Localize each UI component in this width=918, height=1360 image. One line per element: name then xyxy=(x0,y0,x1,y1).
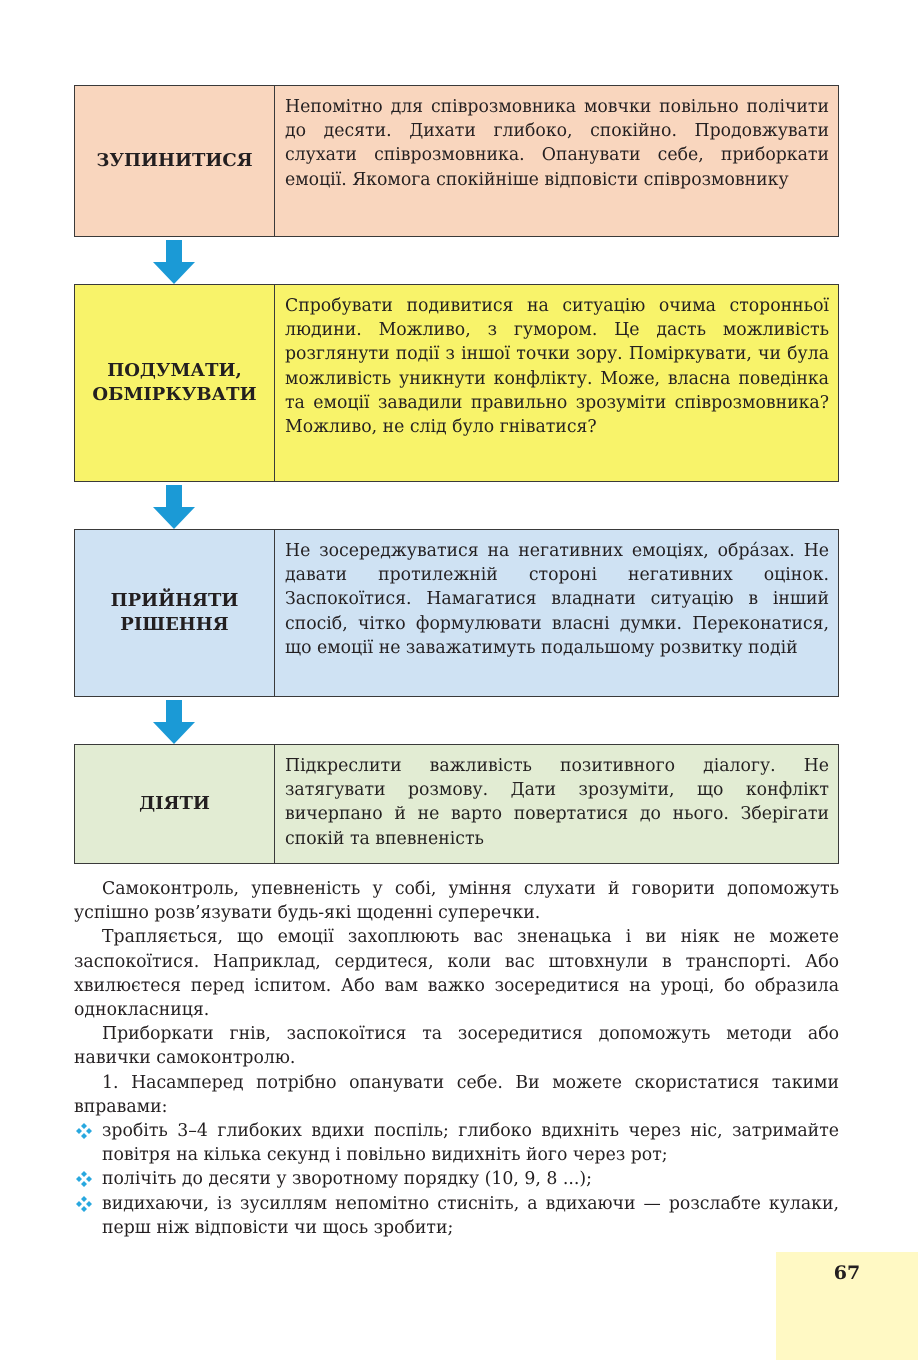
list-item xyxy=(74,1119,839,1167)
step-description: Непомітно для співрозмовника мовчки повільно полічити до десяти. Дихати глибоко, спокійно. Продовжувати слухати співрозмовника. Опанувати себе, приборкати емоції. Якомога спокійніше відповісти співрозмовнику xyxy=(285,97,829,190)
exercise-list xyxy=(74,1119,839,1240)
step-title: ЗУПИНИТИСЯ xyxy=(75,86,275,236)
step-description: Підкреслити важливість позитивного діалогу. Не затягувати розмову. Дати зрозуміти, що конфлікт вичерпано й не варто повертатися до нього. Зберігати спокій та впевненість xyxy=(285,756,829,849)
step-box-think xyxy=(74,284,839,482)
page-number-box xyxy=(776,1252,918,1360)
list-item xyxy=(74,1167,839,1191)
step-description: Не зосереджуватися на негативних емоціях, обрáзах. Не давати протилежній стороні негативних оцінок. Заспокоїтися. Намагатися владнати ситуацію в інший спосіб, чітко формулювати власні думки. Переконатися, що емоції не заважатимуть подальшому розвитку подій xyxy=(285,541,829,658)
paragraph: 1. Насамперед потрібно опанувати себе. Ви можете скористатися такими вправами: xyxy=(74,1072,839,1117)
diamond-bullet-icon xyxy=(76,1196,92,1212)
step-box-decide xyxy=(74,529,839,697)
paragraph: Приборкати гнів, заспокоїтися та зосередитися допоможуть методи або навички самоконтролю. xyxy=(74,1024,839,1069)
step-box-act xyxy=(74,744,839,864)
paragraph: Трапляється, що емоції захоплюють вас зненацька і ви ніяк не можете заспокоїтися. Наприклад, сердитеся, коли вас штовхнули в транспорті. Або хвилюєтеся перед іспитом. Або вам важко зосередитися на уроці, бо образила однокласниця. xyxy=(74,927,839,1021)
body-text xyxy=(74,877,839,1240)
list-item xyxy=(74,1192,839,1240)
diamond-bullet-icon xyxy=(76,1171,92,1187)
list-item-text: видихаючи, із зусиллям непомітно стисніть, а вдихаючи — розслабте кулаки, перш ніж відповісти чи щось зробити; xyxy=(102,1193,839,1238)
arrow-down-icon xyxy=(153,700,195,744)
step-title: ПОДУМАТИ, ОБМІРКУВАТИ xyxy=(75,285,275,481)
step-box-stop xyxy=(74,85,839,237)
step-description: Спробувати подивитися на ситуацію очима сторонньої людини. Можливо, з гумором. Це дасть можливість розглянути події з іншої точки зору. Поміркувати, чи була можливість уникнути конфлікту. Може, власна поведінка та емоції завадили правильно зрозуміти співрозмовника? Можливо, не слід було гніватися? xyxy=(285,296,829,438)
arrow-down-icon xyxy=(153,240,195,284)
list-item-text: полічіть до десяти у зворотному порядку (10, 9, 8 ...); xyxy=(102,1169,592,1190)
list-item-text: зробіть 3–4 глибоких вдихи поспіль; глибоко вдихніть через ніс, затримайте повітря на кілька секунд і повільно видихніть його через рот; xyxy=(102,1121,839,1166)
page-number: 67 xyxy=(833,1262,861,1284)
diamond-bullet-icon xyxy=(76,1123,92,1139)
step-title: ПРИЙНЯТИ РІШЕННЯ xyxy=(75,530,275,696)
step-title: ДІЯТИ xyxy=(75,745,275,863)
arrow-down-icon xyxy=(153,485,195,529)
paragraph: Самоконтроль, упевненість у собі, уміння слухати й говорити допоможуть успішно розв’язувати будь-які щоденні суперечки. xyxy=(74,879,839,924)
